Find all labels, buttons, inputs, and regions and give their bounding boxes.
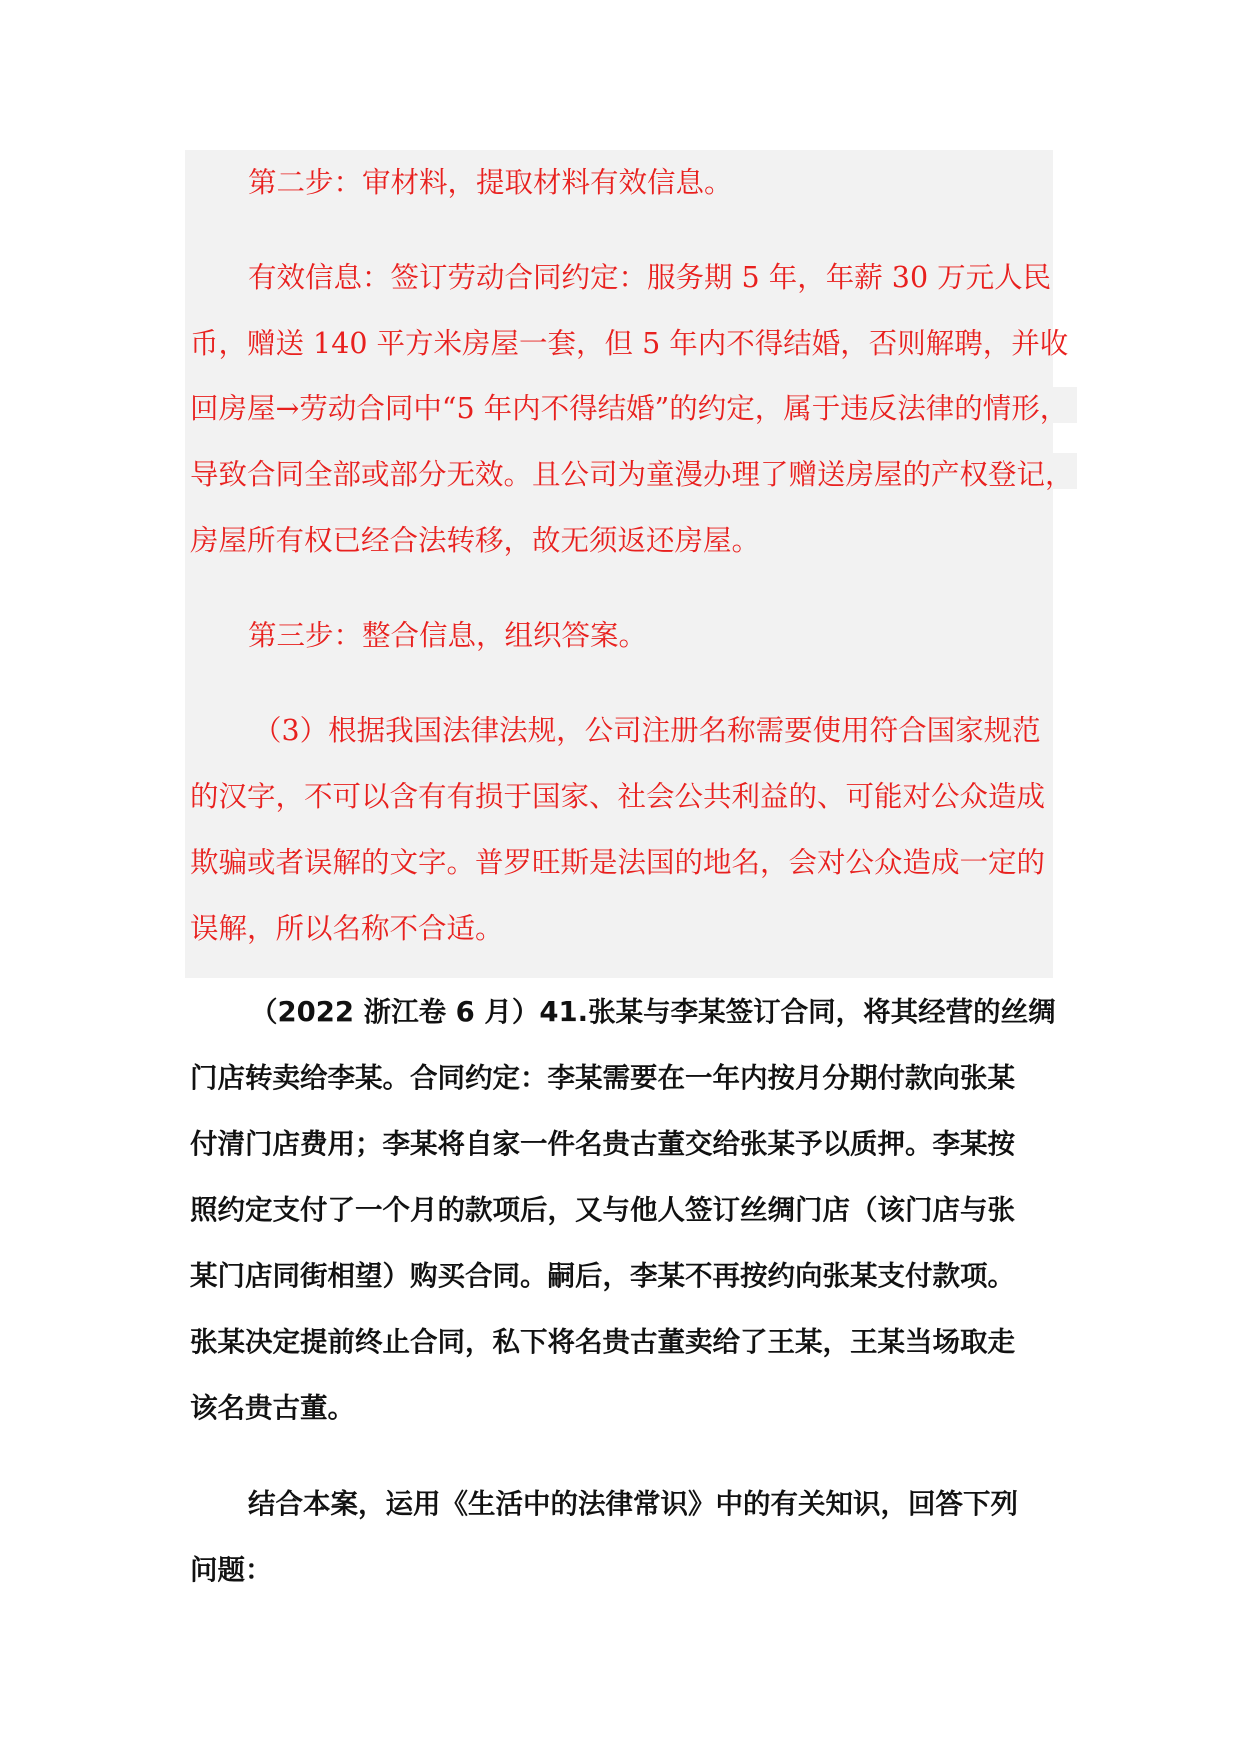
case-line: 张某决定提前终止合同，私下将名贵古董卖给了王某，王某当场取走 [190, 1326, 1015, 1358]
case-line: 某门店同街相望）购买合同。嗣后，李某不再按约向张某支付款项。 [190, 1260, 1015, 1292]
effective-info-line: 房屋所有权已经合法转移，故无须返还房屋。 [190, 524, 761, 557]
case-line: （2022 浙江卷 6 月）41.张某与李某签订合同，将其经营的丝绸 [250, 996, 1056, 1028]
effective-info-line: 回房屋→劳动合同中“5 年内不得结婚”的约定，属于违反法律的情形， [190, 392, 1069, 425]
prompt-line: 结合本案，运用《生活中的法律常识》中的有关知识，回答下列 [248, 1488, 1018, 1520]
answer3-line: 欺骗或者误解的文字。普罗旺斯是法国的地名，会对公众造成一定的 [190, 846, 1046, 879]
prompt-line: 问题： [190, 1554, 273, 1586]
answer3-line: （3）根据我国法律法规，公司注册名称需要使用符合国家规范 [253, 714, 1041, 747]
case-line: 照约定支付了一个月的款项后，又与他人签订丝绸门店（该门店与张 [190, 1194, 1015, 1226]
case-line: 付清门店费用；李某将自家一件名贵古董交给张某予以质押。李某按 [190, 1128, 1015, 1160]
answer3-line: 误解，所以名称不合适。 [190, 912, 504, 945]
step3-heading: 第三步：整合信息，组织答案。 [248, 619, 648, 652]
effective-info-line: 有效信息：签订劳动合同约定：服务期 5 年，年薪 30 万元人民 [248, 261, 1052, 294]
answer3-line: 的汉字，不可以含有有损于国家、社会公共利益的、可能对公众造成 [190, 780, 1046, 813]
case-line: 该名贵古董。 [190, 1392, 355, 1424]
step2-heading: 第二步：审材料，提取材料有效信息。 [248, 166, 733, 199]
effective-info-line: 币，赠送 140 平方米房屋一套，但 5 年内不得结婚，否则解聘，并收 [190, 327, 1069, 360]
case-line: 门店转卖给李某。合同约定：李某需要在一年内按月分期付款向张某 [190, 1062, 1015, 1094]
effective-info-line: 导致合同全部或部分无效。且公司为童漫办理了赠送房屋的产权登记， [190, 458, 1074, 491]
